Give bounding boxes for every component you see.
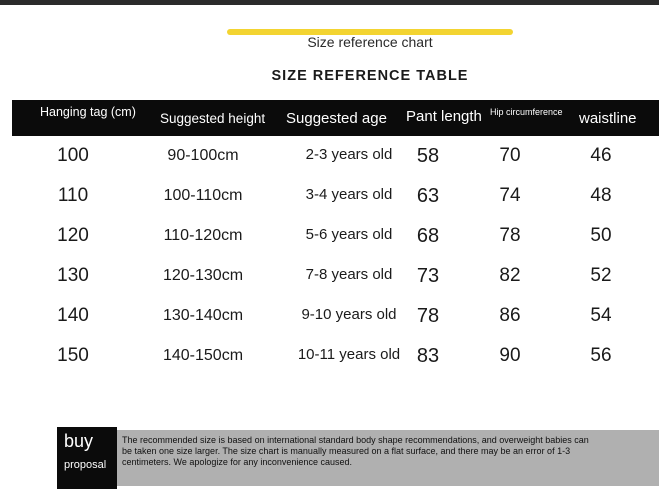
header-hanging-tag: Hanging tag (cm) — [40, 105, 136, 119]
header-suggested-height: Suggested height — [160, 110, 266, 126]
table-header-row — [12, 100, 659, 136]
cell-suggested-height: 90-100cm — [167, 147, 239, 164]
cell-pant-length: 73 — [416, 264, 440, 287]
cell-hip-circumference: 82 — [499, 265, 521, 286]
cell-pant-length: 68 — [416, 224, 440, 247]
cell-suggested-height: 110-120cm — [163, 227, 243, 244]
table-row — [0, 136, 659, 176]
cell-hanging-tag: 130 — [57, 265, 89, 286]
cell-waistline: 48 — [590, 185, 612, 206]
top-border-bar — [0, 0, 659, 5]
cell-waistline: 46 — [590, 145, 612, 166]
table-row — [0, 176, 659, 216]
buy-title: buy — [64, 431, 94, 451]
header-waistline: waistline — [579, 109, 637, 127]
cell-pant-length: 63 — [416, 184, 440, 207]
cell-suggested-age: 2-3 years old — [305, 145, 393, 163]
cell-suggested-height: 100-110cm — [163, 187, 243, 204]
cell-pant-length: 83 — [416, 344, 440, 367]
cell-pant-length: 78 — [416, 304, 440, 327]
cell-hip-circumference: 78 — [499, 225, 521, 246]
cell-waistline: 52 — [590, 265, 612, 286]
table-row — [0, 256, 659, 296]
table-title: SIZE REFERENCE TABLE — [271, 68, 469, 84]
cell-hip-circumference: 90 — [499, 345, 521, 366]
cell-suggested-age: 10-11 years old — [297, 345, 401, 363]
cell-waistline: 50 — [590, 225, 612, 246]
cell-hanging-tag: 120 — [57, 225, 89, 246]
proposal-note-panel — [117, 430, 659, 486]
header-pant-length: Pant length — [406, 107, 482, 125]
cell-suggested-height: 130-140cm — [162, 307, 244, 324]
header-suggested-age: Suggested age — [286, 109, 387, 127]
cell-hip-circumference: 74 — [499, 185, 521, 206]
cell-hanging-tag: 100 — [57, 145, 89, 166]
proposal-note-text: The recommended size is based on international standard body shape recommendations, and overweight babies can be taken one size larger. The size chart is manually measured on a flat surface, and there may be an error of 1-3 centimeters. We apologize for any inconvenience caused. — [122, 435, 589, 467]
table-row — [0, 216, 659, 256]
cell-hanging-tag: 150 — [57, 345, 89, 366]
buy-subtitle: proposal — [64, 459, 107, 471]
table-row — [0, 296, 659, 336]
buy-proposal-label — [57, 427, 117, 489]
chart-heading-label: Size reference chart — [307, 34, 433, 50]
header-hip-circumference: Hip circumference — [490, 106, 563, 117]
cell-hip-circumference: 86 — [499, 305, 521, 326]
cell-suggested-height: 140-150cm — [162, 347, 244, 364]
cell-waistline: 54 — [590, 305, 612, 326]
chart-heading — [222, 24, 518, 54]
cell-hanging-tag: 140 — [57, 305, 89, 326]
cell-waistline: 56 — [590, 345, 612, 366]
cell-suggested-age: 5-6 years old — [305, 225, 393, 243]
cell-suggested-age: 3-4 years old — [305, 185, 393, 203]
cell-suggested-age: 7-8 years old — [305, 265, 393, 283]
cell-pant-length: 58 — [416, 144, 440, 167]
cell-hip-circumference: 70 — [499, 145, 521, 166]
table-row — [0, 336, 659, 376]
cell-hanging-tag: 110 — [57, 185, 89, 206]
cell-suggested-height: 120-130cm — [162, 267, 244, 284]
cell-suggested-age: 9-10 years old — [301, 305, 397, 323]
